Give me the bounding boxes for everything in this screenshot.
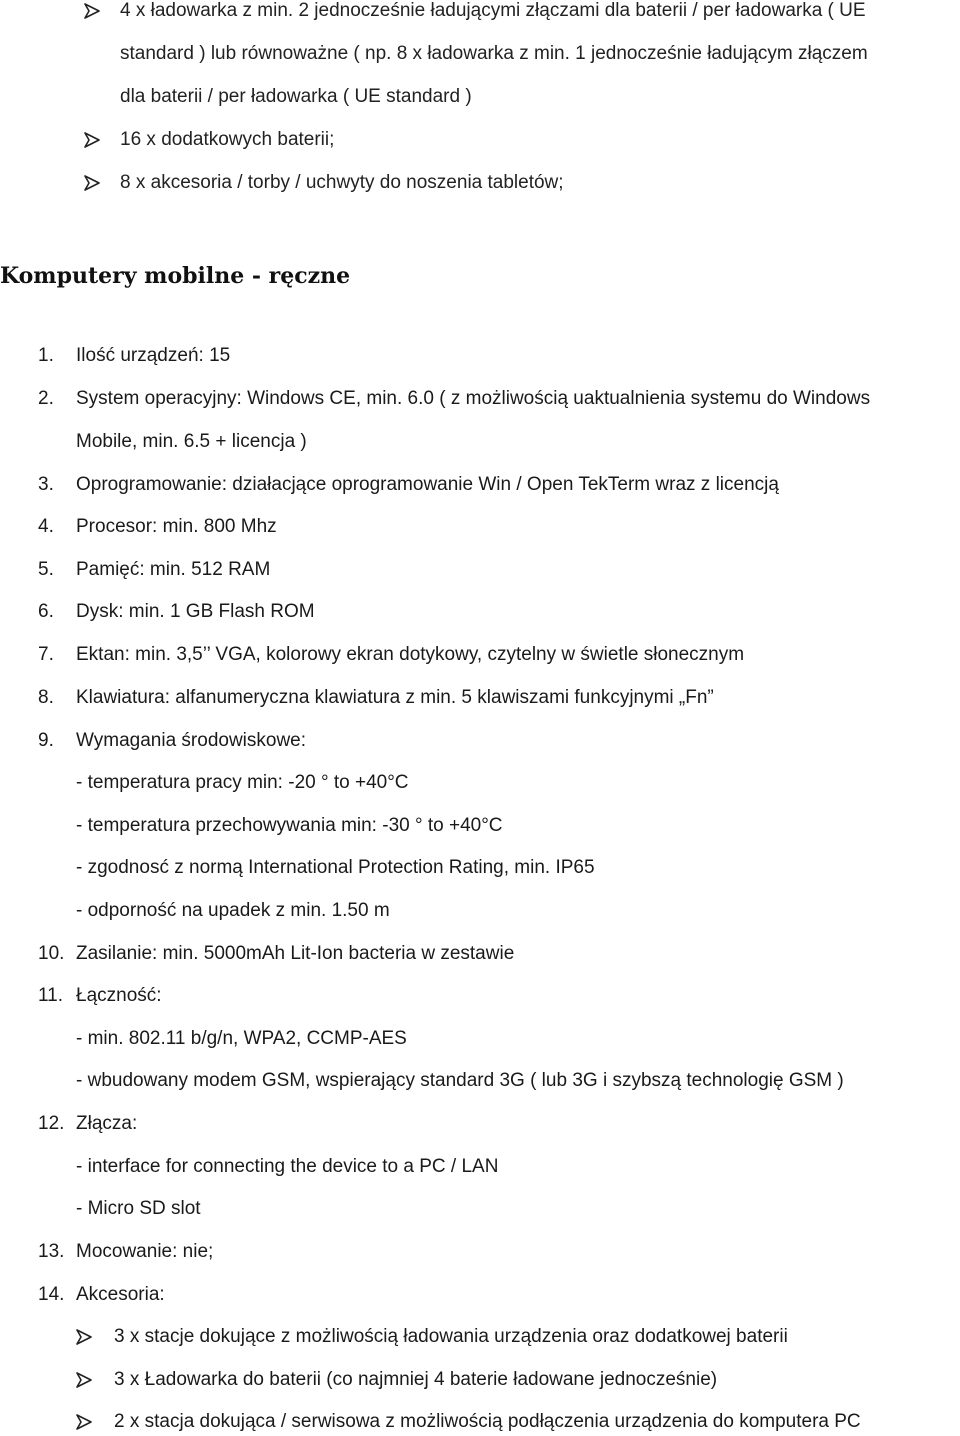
- item-number: 8.: [38, 687, 54, 708]
- item-number: 2.: [38, 388, 54, 409]
- arrow-bullet-icon: [76, 1372, 92, 1388]
- item-text: Zasilanie: min. 5000mAh Lit-Ion bacteria w zestawie: [76, 943, 515, 964]
- item-text: Dysk: min. 1 GB Flash ROM: [76, 601, 315, 622]
- item-text: Wymagania środowiskowe:: [76, 730, 307, 751]
- item-text: Mobile, min. 6.5 + licencja ): [76, 431, 307, 452]
- item-number: 1.: [38, 345, 54, 366]
- bullet-text: 16 x dodatkowych baterii;: [120, 129, 335, 150]
- accessory-text: 2 x stacja dokująca / serwisowa z możliwością podłączenia urządzenia do komputera PC: [114, 1411, 861, 1432]
- sub-item: - odporność na upadek z min. 1.50 m: [76, 900, 390, 921]
- accessory-text: 3 x Ładowarka do baterii (co najmniej 4 baterie ładowane jednocześnie): [114, 1369, 718, 1390]
- arrow-bullet-icon: [84, 3, 100, 19]
- item-number: 12.: [38, 1113, 65, 1134]
- item-text: Oprogramowanie: działacjące oprogramowanie Win / Open TekTerm wraz z licencją: [76, 474, 779, 495]
- item-text: Łączność:: [76, 985, 162, 1006]
- item-number: 10.: [38, 943, 65, 964]
- item-number: 11.: [38, 985, 64, 1006]
- bullet-text: 4 x ładowarka z min. 2 jednocześnie ładującymi złączami dla baterii / per ładowarka ( UE: [120, 0, 866, 21]
- sub-item: - temperatura przechowywania min: -30 ° to +40°C: [76, 815, 503, 836]
- item-number: 6.: [38, 601, 54, 622]
- item-number: 9.: [38, 730, 54, 751]
- bullet-text: 8 x akcesoria / torby / uchwyty do noszenia tabletów;: [120, 172, 564, 193]
- bullet-continuation: standard ) lub równoważne ( np. 8 x ładowarka z min. 1 jednocześnie ładującym złączem: [120, 43, 868, 64]
- sub-item: - interface for connecting the device to a PC / LAN: [76, 1156, 499, 1177]
- item-text: Ilość urządzeń: 15: [76, 345, 231, 366]
- sub-item: - wbudowany modem GSM, wspierający standard 3G ( lub 3G i szybszą technologię GSM ): [76, 1070, 844, 1091]
- sub-item: - Micro SD slot: [76, 1198, 201, 1219]
- sub-item: - temperatura pracy min: -20 ° to +40°C: [76, 772, 409, 793]
- item-text: Procesor: min. 800 Mhz: [76, 516, 277, 537]
- item-number: 13.: [38, 1241, 65, 1262]
- arrow-bullet-icon: [84, 132, 100, 148]
- sub-item: - min. 802.11 b/g/n, WPA2, CCMP-AES: [76, 1028, 407, 1049]
- arrow-bullet-icon: [76, 1414, 92, 1430]
- item-number: 14.: [38, 1284, 65, 1305]
- item-text: Pamięć: min. 512 RAM: [76, 559, 271, 580]
- item-number: 7.: [38, 644, 54, 665]
- sub-item: - zgodnosć z normą International Protection Rating, min. IP65: [76, 857, 595, 878]
- arrow-bullet-icon: [76, 1329, 92, 1345]
- item-text: System operacyjny: Windows CE, min. 6.0 ( z możliwością uaktualnienia systemu do Windows: [76, 388, 871, 409]
- section-heading: Komputery mobilne - ręczne: [0, 263, 351, 289]
- arrow-bullet-icon: [84, 175, 100, 191]
- item-number: 3.: [38, 474, 54, 495]
- bullet-continuation: dla baterii / per ładowarka ( UE standard ): [120, 86, 472, 107]
- item-text: Ektan: min. 3,5’’ VGA, kolorowy ekran dotykowy, czytelny w świetle słonecznym: [76, 644, 745, 665]
- item-text: Klawiatura: alfanumeryczna klawiatura z min. 5 klawiszami funkcyjnymi „Fn”: [76, 687, 714, 708]
- item-text: Mocowanie: nie;: [76, 1241, 214, 1262]
- item-text: Akcesoria:: [76, 1284, 165, 1305]
- item-number: 4.: [38, 516, 54, 537]
- item-number: 5.: [38, 559, 54, 580]
- item-text: Złącza:: [76, 1113, 138, 1134]
- accessory-text: 3 x stacje dokujące z możliwością ładowania urządzenia oraz dodatkowej baterii: [114, 1326, 788, 1347]
